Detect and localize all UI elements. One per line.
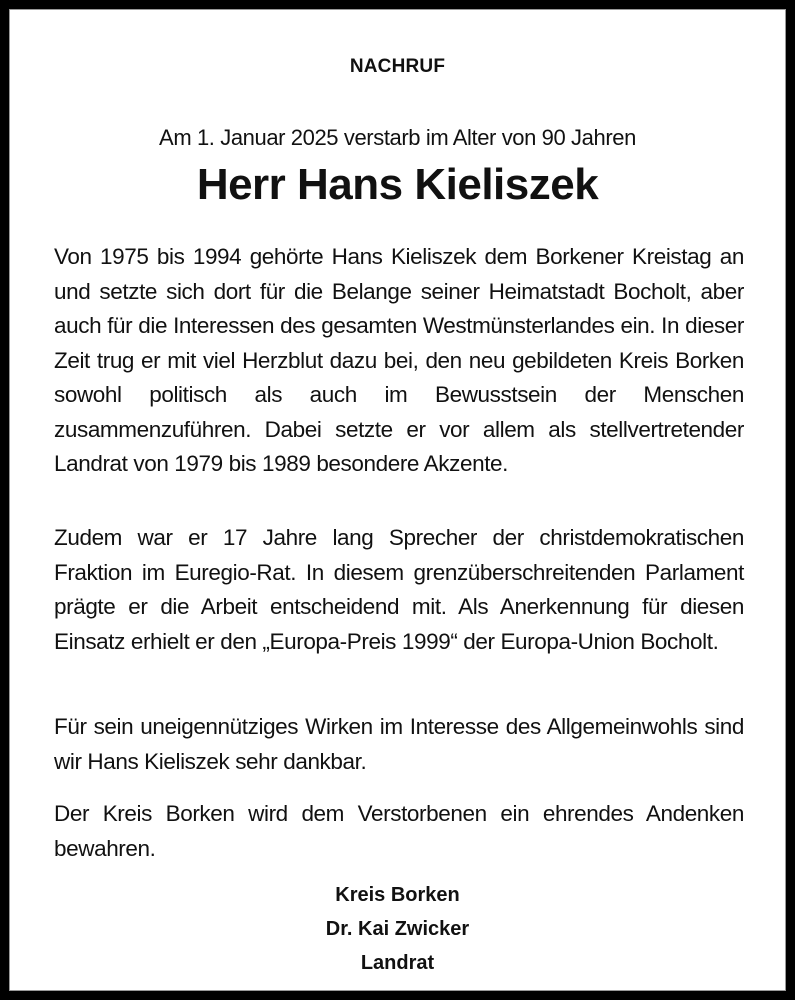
deceased-name: Herr Hans Kieliszek: [196, 160, 599, 209]
paragraph-gratitude: [54, 710, 744, 779]
paragraph-text: Zudem war er 17 Jahre lang Sprecher der christdemokratischen Fraktion im Euregio-Rat. In diesem grenzüberschreitenden Parlament prägte er die Arbeit entscheidend mit. Als Anerkennung für diesen Einsatz erhielt er den „Europa-Preis 1999“ der Europa-Union Bocholt.: [54, 525, 744, 654]
paragraph-remembrance: [54, 797, 744, 866]
notice-heading: NACHRUF: [349, 56, 446, 77]
paragraph-text: Von 1975 bis 1994 gehörte Hans Kieliszek dem Borkener Kreistag an und setzte sich dort für die Belange seiner Heimatstadt Bocholt, aber auch für die Interessen des gesamten Westmünsterlandes ein. In dieser Zeit trug er mit viel Herzblut dazu bei, den neu gebildeten Kreis Borken sowohl politisch als auch im Bewusstsein der Menschen zusammenzuführen. Dabei setzte er vor allem als stellvertretender Landrat von 1979 bis 1989 besondere Akzente.: [54, 244, 744, 476]
signature-person: Dr. Kai Zwicker: [325, 918, 470, 940]
paragraph-text: Der Kreis Borken wird dem Verstorbenen ein ehrendes Andenken bewahren.: [54, 801, 744, 861]
signature-block: [10, 878, 785, 980]
signature-organization: Kreis Borken: [335, 884, 460, 906]
signature-title: Landrat: [360, 952, 435, 974]
death-announcement: Am 1. Januar 2025 verstarb im Alter von 90 Jahren: [159, 125, 636, 150]
paragraph-text: Für sein uneigennütziges Wirken im Interesse des Allgemeinwohls sind wir Hans Kieliszek sehr dankbar.: [54, 714, 744, 774]
paragraph-career: [54, 240, 744, 482]
obituary-notice: [9, 9, 786, 991]
paragraph-euregio: [54, 521, 744, 659]
